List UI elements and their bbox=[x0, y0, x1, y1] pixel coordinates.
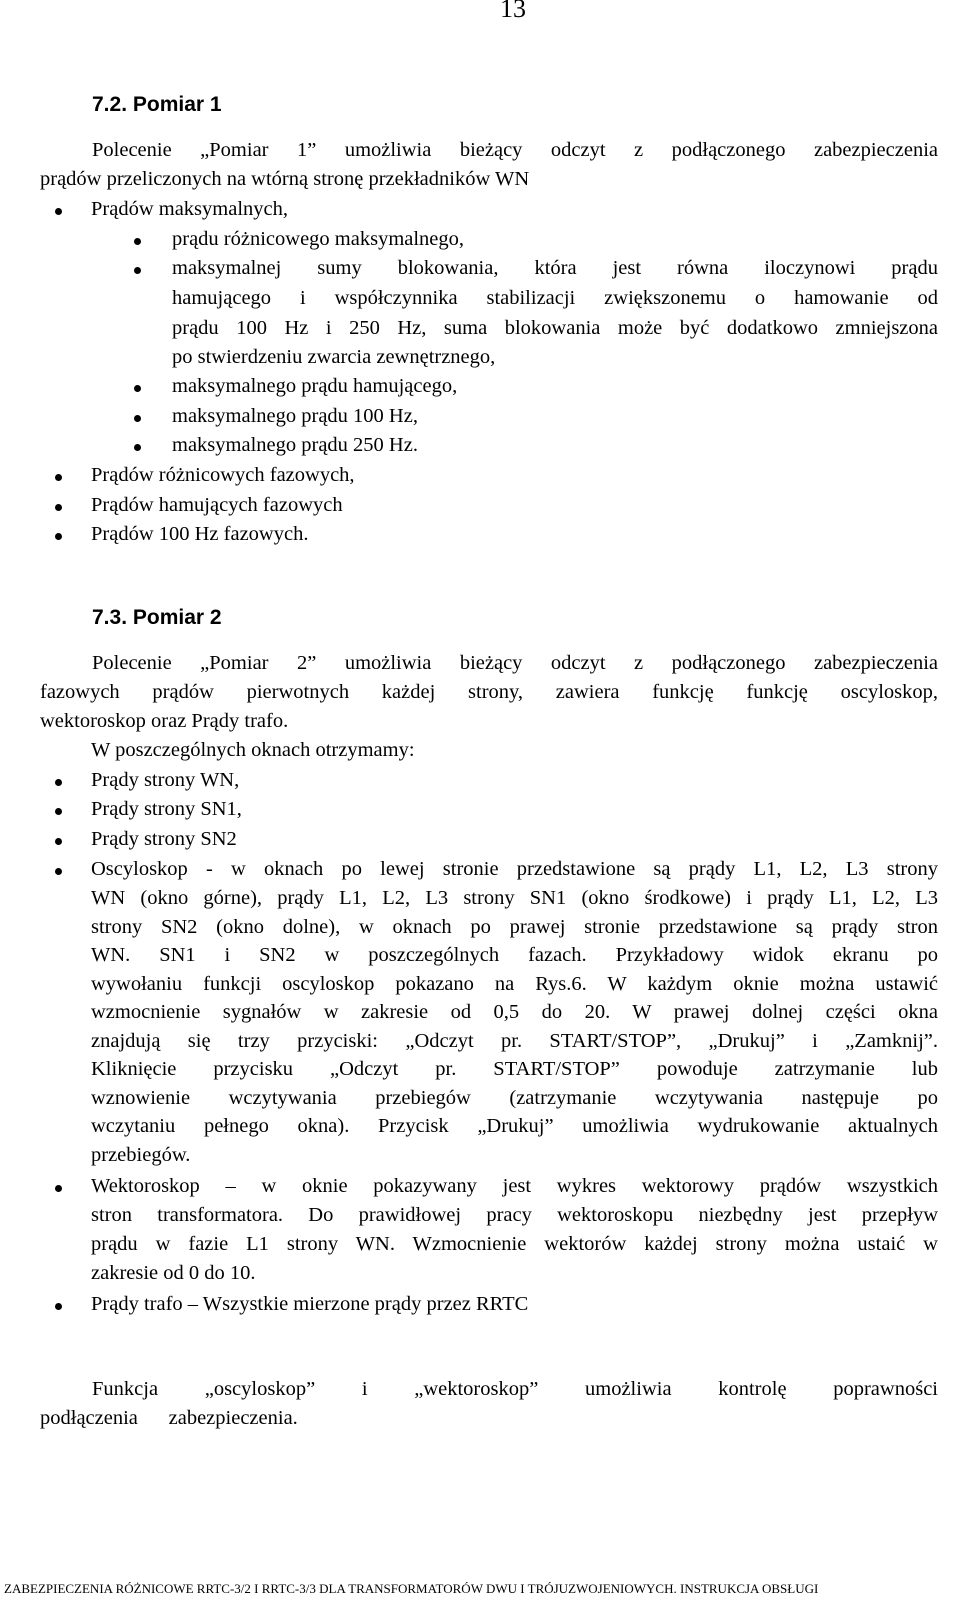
list-item-line: stron transformatora. Do prawidłowej pracy wektoroskopu niezbędny jest przepływ bbox=[91, 1204, 938, 1226]
list-item-line: znajdują się trzy przyciski: „Odczyt pr. START/STOP”, „Drukuj” i „Zamknij”. bbox=[91, 1030, 938, 1052]
paragraph-line: Polecenie „Pomiar 2” umożliwia bieżący odczyt z podłączonego zabezpieczenia bbox=[92, 652, 938, 674]
bullet-dot bbox=[55, 533, 62, 540]
bullet-dot bbox=[55, 838, 62, 845]
list-item-line: po stwierdzeniu zwarcia zewnętrznego, bbox=[172, 346, 496, 368]
list-item-line: Kliknięcie przycisku „Odczyt pr. START/STOP” powoduje zatrzymanie lub bbox=[91, 1058, 938, 1080]
section-heading-pomiar-1: 7.2. Pomiar 1 bbox=[92, 93, 222, 116]
list-item-line: WN. SN1 i SN2 w poszczególnych fazach. Przykładowy widok ekranu po bbox=[91, 944, 938, 966]
page-footer: ZABEZPIECZENIA RÓŻNICOWE RRTC-3/2 I RRTC-3/3 DLA TRANSFORMATORÓW DWU I TRÓJUZWOJENIOWYCH. INSTRUKCJA OBSŁUGI bbox=[4, 1581, 819, 1596]
bullet-dot bbox=[134, 415, 141, 422]
page-number: 13 bbox=[500, 0, 526, 23]
bullet-dot bbox=[55, 1303, 62, 1310]
paragraph-line: Polecenie „Pomiar 1” umożliwia bieżący odczyt z podłączonego zabezpieczenia bbox=[92, 139, 938, 161]
paragraph-line: W poszczególnych oknach otrzymamy: bbox=[91, 739, 415, 761]
paragraph-line: wektoroskop oraz Prądy trafo. bbox=[40, 710, 289, 732]
paragraph-line: prądów przeliczonych na wtórną stronę przekładników WN bbox=[40, 168, 530, 190]
paragraph-line: podłączenia zabezpieczenia. bbox=[40, 1407, 298, 1429]
list-item: prądu różnicowego maksymalnego, bbox=[172, 228, 465, 250]
list-item: Prądy strony SN1, bbox=[91, 798, 242, 820]
bullet-dot bbox=[134, 444, 141, 451]
list-item-line: prądu w fazie L1 strony WN. Wzmocnienie wektorów każdej strony można ustaić w bbox=[91, 1233, 938, 1255]
list-item: Prądy trafo – Wszystkie mierzone prądy przez RRTC bbox=[91, 1293, 529, 1315]
list-item-line: hamującego i współczynnika stabilizacji zwiększonemu o hamowanie od bbox=[172, 287, 938, 309]
list-item-line: WN (okno górne), prądy L1, L2, L3 strony SN1 (okno środkowe) i prądy L1, L2, L3 bbox=[91, 887, 938, 909]
bullet-dot bbox=[55, 779, 62, 786]
list-item: maksymalnego prądu hamującego, bbox=[172, 375, 458, 397]
list-item-line: wzmocnienie sygnałów w zakresie od 0,5 do 20. W prawej dolnej części okna bbox=[91, 1001, 938, 1023]
bullet-dot bbox=[55, 1185, 62, 1192]
bullet-dot bbox=[134, 238, 141, 245]
list-item-line: prądu 100 Hz i 250 Hz, suma blokowania może być dodatkowo zmniejszona bbox=[172, 317, 938, 339]
bullet-dot bbox=[55, 474, 62, 481]
list-item: Prądy strony SN2 bbox=[91, 828, 237, 850]
list-item-line: zakresie od 0 do 10. bbox=[91, 1262, 256, 1284]
list-item-line: przebiegów. bbox=[91, 1144, 191, 1166]
list-item: Prądy strony WN, bbox=[91, 769, 240, 791]
bullet-dot bbox=[55, 208, 62, 215]
list-item: Prądów hamujących fazowych bbox=[91, 494, 343, 516]
list-item-line: wznowienie wczytywania przebiegów (zatrzymanie wczytywania następuje po bbox=[91, 1087, 938, 1109]
paragraph-line: fazowych prądów pierwotnych każdej strony, zawiera funkcję funkcję oscyloskop, bbox=[40, 681, 938, 703]
list-item: Prądów 100 Hz fazowych. bbox=[91, 523, 309, 545]
list-item-line: wywołaniu funkcji oscyloskop pokazano na Rys.6. W każdym oknie można ustawić bbox=[91, 973, 938, 995]
list-item-line: Wektoroskop – w oknie pokazywany jest wykres wektorowy prądów wszystkich bbox=[91, 1175, 938, 1197]
bullet-dot bbox=[134, 385, 141, 392]
list-item: maksymalnego prądu 100 Hz, bbox=[172, 405, 418, 427]
list-item-line: strony SN2 (okno dolne), w oknach po prawej stronie przedstawione są prądy stron bbox=[91, 916, 938, 938]
list-item-line: maksymalnej sumy blokowania, która jest równa iloczynowi prądu bbox=[172, 257, 938, 279]
list-item-line: wczytaniu pełnego okna). Przycisk „Drukuj” umożliwia wydrukowanie aktualnych bbox=[91, 1115, 938, 1137]
list-item-line: Oscyloskop - w oknach po lewej stronie przedstawione są prądy L1, L2, L3 strony bbox=[91, 858, 938, 880]
paragraph-line: Funkcja „oscyloskop” i „wektoroskop” umożliwia kontrolę poprawności bbox=[92, 1378, 938, 1400]
list-item: maksymalnego prądu 250 Hz. bbox=[172, 434, 418, 456]
list-item: Prądów maksymalnych, bbox=[91, 198, 288, 220]
bullet-dot bbox=[55, 868, 62, 875]
list-item: Prądów różnicowych fazowych, bbox=[91, 464, 355, 486]
section-heading-pomiar-2: 7.3. Pomiar 2 bbox=[92, 606, 222, 629]
bullet-dot bbox=[55, 808, 62, 815]
bullet-dot bbox=[134, 267, 141, 274]
bullet-dot bbox=[55, 504, 62, 511]
